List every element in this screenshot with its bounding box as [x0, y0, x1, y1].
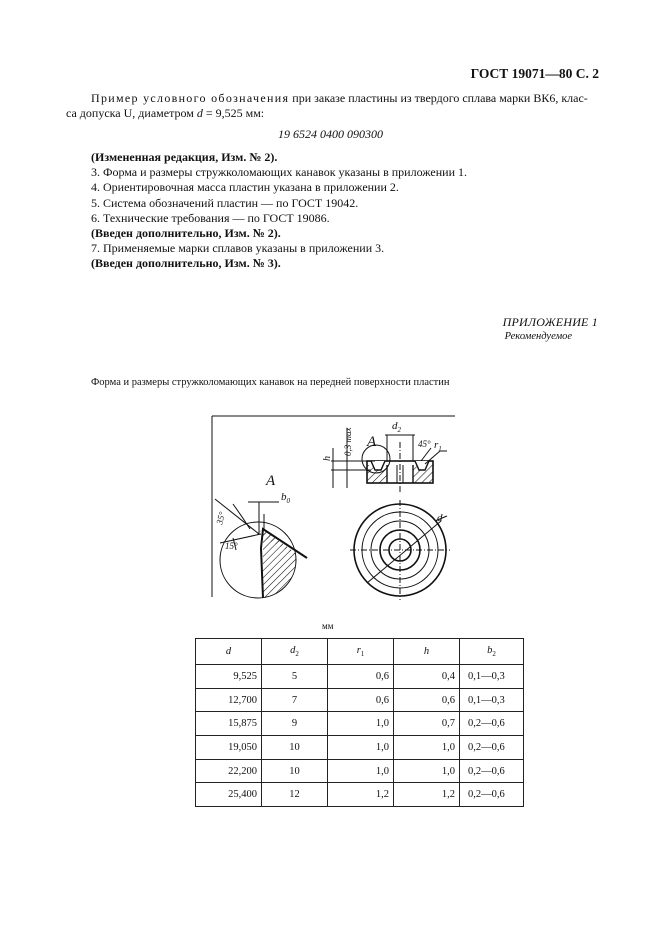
label-45: 45° — [418, 439, 431, 449]
cell-h: 1,0 — [394, 759, 460, 783]
list-item: 4. Ориентировочная масса пластин указана в приложении 2. — [91, 180, 399, 195]
label-d2: $d_2$ — [392, 420, 401, 434]
col-d2: $d_2$ — [262, 639, 328, 665]
technical-drawing — [195, 398, 470, 603]
cell-r1: 1,0 — [328, 736, 394, 760]
table-row — [196, 783, 524, 807]
cell-h: 1,2 — [394, 783, 460, 807]
col-d: d — [196, 639, 262, 665]
label-d: d — [437, 512, 443, 524]
label-03max: 0,3 max — [343, 427, 353, 456]
col-r1: $r_1$ — [328, 639, 394, 665]
designation-code: 19 6524 0400 090300 — [278, 127, 383, 141]
cell-b2: 0,1—0,3 — [460, 688, 524, 712]
cell-r1: 1,0 — [328, 759, 394, 783]
cell-h: 0,6 — [394, 688, 460, 712]
figure-caption: Форма и размеры стружколомающих канавок на передней поверхности пластин — [91, 377, 450, 388]
label-35: 35° — [214, 510, 228, 526]
cell-b2: 0,2—0,6 — [460, 712, 524, 736]
cell-d: 12,700 — [196, 688, 262, 712]
label-h: h — [322, 456, 333, 461]
cell-h: 0,4 — [394, 665, 460, 689]
intro-line2-var: d — [196, 106, 203, 120]
cell-d: 15,875 — [196, 712, 262, 736]
table-row — [196, 736, 524, 760]
appendix-title: ПРИЛОЖЕНИЕ 1 — [502, 315, 598, 329]
intro-rest: при заказе пластины из твердого сплава марки ВК6, клас- — [289, 91, 588, 105]
units-label: мм — [322, 621, 334, 631]
label-r1: $r_1$ — [434, 439, 442, 453]
intro-line2-suffix: = 9,525 мм: — [202, 106, 265, 120]
appendix-heading — [503, 315, 598, 342]
table-row — [196, 712, 524, 736]
list-item: (Введен дополнительно, Изм. № 2). — [91, 225, 281, 240]
cell-b2: 0,2—0,6 — [460, 759, 524, 783]
cell-r1: 0,6 — [328, 688, 394, 712]
list-item: 3. Форма и размеры стружколомающих канавок указаны в приложении 1. — [91, 165, 468, 180]
label-b0: $b_0$ — [281, 491, 290, 505]
cell-b2: 0,1—0,3 — [460, 665, 524, 689]
label-view-a: A — [266, 473, 276, 489]
cell-d2: 10 — [262, 736, 328, 760]
list-item: 7. Применяемые марки сплавов указаны в приложении 3. — [91, 241, 385, 256]
list-item: 6. Технические требования — по ГОСТ 19086. — [91, 210, 330, 225]
cell-b2: 0,2—0,6 — [460, 783, 524, 807]
intro-lead: Пример условного обозначения — [91, 91, 290, 105]
cell-h: 1,0 — [394, 736, 460, 760]
col-h: h — [394, 639, 460, 665]
label-section-a: A — [367, 434, 377, 450]
cell-r1: 1,2 — [328, 783, 394, 807]
cell-r1: 1,0 — [328, 712, 394, 736]
page-header: ГОСТ 19071—80 С. 2 — [470, 66, 599, 81]
intro-paragraph — [66, 91, 594, 121]
cell-d2: 7 — [262, 688, 328, 712]
list-item: 5. Система обозначений пластин — по ГОСТ 19042. — [91, 195, 359, 210]
label-15: 15° — [225, 541, 238, 551]
table-row — [196, 688, 524, 712]
cell-d2: 5 — [262, 665, 328, 689]
cell-d2: 12 — [262, 783, 328, 807]
dimensions-table — [195, 638, 524, 807]
cell-h: 0,7 — [394, 712, 460, 736]
col-b2: $b_2$ — [460, 639, 524, 665]
cell-d: 25,400 — [196, 783, 262, 807]
cell-d: 19,050 — [196, 736, 262, 760]
table-row — [196, 665, 524, 689]
cell-b2: 0,2—0,6 — [460, 736, 524, 760]
cell-r1: 0,6 — [328, 665, 394, 689]
cell-d: 9,525 — [196, 665, 262, 689]
list-item: (Введен дополнительно, Изм. № 3). — [91, 256, 281, 271]
list-item: (Измененная редакция, Изм. № 2). — [91, 150, 278, 164]
appendix-status: Рекомендуемое — [504, 331, 573, 342]
cell-d2: 9 — [262, 712, 328, 736]
clauses-list — [91, 150, 591, 272]
intro-line2-prefix: са допуска U, диаметром — [66, 106, 197, 120]
cell-d2: 10 — [262, 759, 328, 783]
table-header-row — [196, 639, 524, 665]
table-row — [196, 759, 524, 783]
cell-d: 22,200 — [196, 759, 262, 783]
